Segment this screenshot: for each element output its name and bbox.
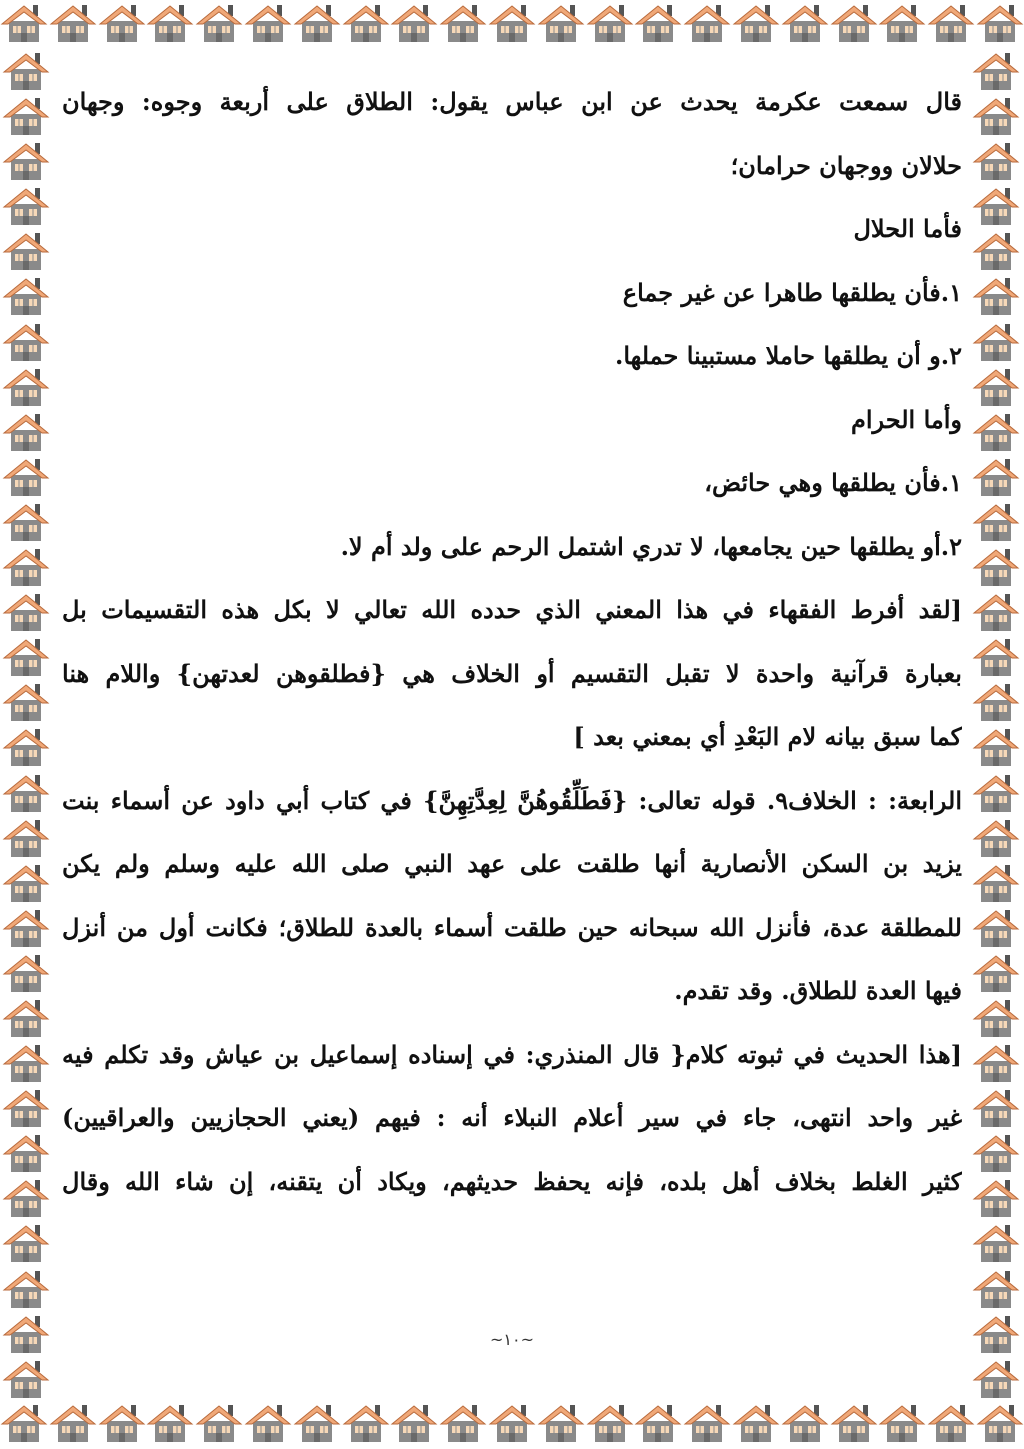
house-icon: [488, 1402, 536, 1444]
house-icon: [390, 1402, 438, 1444]
house-icon: [972, 907, 1020, 949]
border-right: [972, 50, 1022, 1400]
text-line: كثير الغلط بخلاف أهل بلده، فإنه يحفظ حديثهم، ويكاد أن يتقنه، إن شاء الله وقال: [62, 1166, 962, 1196]
house-icon: [2, 817, 50, 859]
house-icon: [972, 321, 1020, 363]
house-icon: [972, 1358, 1020, 1400]
house-icon: [972, 140, 1020, 182]
house-icon: [98, 2, 146, 44]
house-icon: [972, 636, 1020, 678]
house-icon: [293, 2, 341, 44]
house-icon: [390, 2, 438, 44]
house-icon: [488, 2, 536, 44]
house-icon: [2, 772, 50, 814]
house-icon: [972, 772, 1020, 814]
text-line: كما سبق بيانه لام البَعْدِ أي بمعني بعد ]: [573, 722, 962, 751]
text-line: [لقد أفرط الفقهاء في هذا المعني الذي حدده الله تعالي لا بكل هذه التقسيمات بل: [62, 595, 962, 624]
section-heading-halal: فأما الحلال: [853, 214, 962, 243]
house-icon: [972, 1313, 1020, 1355]
house-icon: [146, 1402, 194, 1444]
house-icon: [972, 952, 1020, 994]
house-icon: [49, 2, 97, 44]
house-icon: [878, 2, 926, 44]
house-icon: [972, 95, 1020, 137]
house-icon: [2, 952, 50, 994]
house-icon: [244, 1402, 292, 1444]
page-number: ~١٠~: [490, 1330, 534, 1349]
house-icon: [972, 726, 1020, 768]
list-item: ١.فأن يطلقها طاهرا عن غير جماع: [622, 277, 962, 307]
house-icon: [2, 95, 50, 137]
house-icon: [972, 230, 1020, 272]
house-icon: [972, 1042, 1020, 1084]
house-icon: [0, 1402, 48, 1444]
house-icon: [2, 591, 50, 633]
house-icon: [586, 2, 634, 44]
house-icon: [972, 817, 1020, 859]
house-icon: [976, 2, 1024, 44]
house-icon: [2, 456, 50, 498]
text-line: يزيد بن السكن الأنصارية أنها طلقت على عهد النبي صلى الله عليه وسلم ولم يكن: [62, 849, 962, 878]
house-icon: [2, 185, 50, 227]
house-icon: [781, 2, 829, 44]
text-line: قال سمعت عكرمة يحدث عن ابن عباس يقول: الطلاق على أربعة وجوه: وجهان: [62, 87, 962, 116]
house-icon: [2, 1358, 50, 1400]
house-icon: [195, 1402, 243, 1444]
house-icon: [972, 366, 1020, 408]
house-icon: [972, 1222, 1020, 1264]
house-icon: [586, 1402, 634, 1444]
list-item: ٢.أو يطلقها حين يجامعها، لا تدري اشتمل الرحم على ولد أم لا.: [340, 531, 962, 561]
house-icon: [972, 1087, 1020, 1129]
text-line: الرابعة: : الخلاف٩. قوله تعالى: {فَطَلِّقُوهُنَّ لِعِدَّتِهِنَّ} في كتاب أبي داود عن أسماء بنت: [62, 785, 962, 815]
text-body: [62, 70, 962, 1320]
house-icon: [683, 1402, 731, 1444]
house-icon: [732, 2, 780, 44]
house-icon: [293, 1402, 341, 1444]
house-icon: [2, 726, 50, 768]
house-icon: [2, 321, 50, 363]
house-icon: [2, 1177, 50, 1219]
house-icon: [972, 591, 1020, 633]
house-icon: [830, 1402, 878, 1444]
house-icon: [972, 185, 1020, 227]
house-icon: [146, 2, 194, 44]
house-icon: [2, 230, 50, 272]
house-icon: [2, 907, 50, 949]
text-line: للمطلقة عدة، فأنزل الله سبحانه حين طلقت أسماء بالعدة للطلاق؛ فكانت أول من أنزل: [62, 912, 962, 942]
house-icon: [2, 501, 50, 543]
house-icon: [972, 997, 1020, 1039]
house-icon: [972, 1268, 1020, 1310]
text-line: فيها العدة للطلاق. وقد تقدم.: [674, 976, 962, 1005]
text-line: غير واحد انتهى، جاء في سير أعلام النبلاء أنه : فيهم (يعني الحجازيين والعراقيين): [62, 1103, 962, 1132]
house-icon: [972, 546, 1020, 588]
house-icon: [972, 862, 1020, 904]
house-icon: [972, 456, 1020, 498]
house-icon: [683, 2, 731, 44]
house-icon: [927, 1402, 975, 1444]
house-icon: [244, 2, 292, 44]
house-icon: [98, 1402, 146, 1444]
house-icon: [972, 50, 1020, 92]
house-icon: [2, 275, 50, 317]
house-icon: [781, 1402, 829, 1444]
house-icon: [972, 1132, 1020, 1174]
house-icon: [2, 636, 50, 678]
text-line: بعبارة قرآنية واحدة لا تقبل التقسيم أو الخلاف هي {فطلقوهن لعدتهن} واللام هنا: [62, 658, 962, 688]
house-icon: [830, 2, 878, 44]
house-icon: [439, 2, 487, 44]
house-icon: [2, 1087, 50, 1129]
house-icon: [2, 50, 50, 92]
house-icon: [972, 1177, 1020, 1219]
border-left: [2, 50, 52, 1400]
house-icon: [2, 1042, 50, 1084]
house-icon: [49, 1402, 97, 1444]
house-icon: [2, 1132, 50, 1174]
text-line: حلالان ووجهان حرامان؛: [730, 150, 962, 180]
text-line: [هذا الحديث في ثبوته كلام{ قال المنذري: في إسناده إسماعيل بن عياش وقد تكلم فيه: [62, 1039, 962, 1069]
house-icon: [537, 1402, 585, 1444]
border-top: [0, 2, 1024, 48]
house-icon: [342, 2, 390, 44]
house-icon: [439, 1402, 487, 1444]
house-icon: [2, 862, 50, 904]
list-item: ٢.و أن يطلقها حاملا مستبينا حملها.: [615, 341, 962, 370]
house-icon: [2, 366, 50, 408]
house-icon: [976, 1402, 1024, 1444]
house-icon: [2, 140, 50, 182]
list-item: ١.فأن يطلقها وهي حائض،: [704, 468, 962, 497]
house-icon: [2, 1222, 50, 1264]
house-icon: [537, 2, 585, 44]
house-icon: [2, 546, 50, 588]
house-icon: [972, 411, 1020, 453]
house-icon: [2, 1313, 50, 1355]
house-icon: [634, 2, 682, 44]
section-heading-haram: وأما الحرام: [850, 404, 962, 434]
house-icon: [2, 1268, 50, 1310]
house-icon: [927, 2, 975, 44]
house-icon: [0, 2, 48, 44]
house-icon: [195, 2, 243, 44]
border-bottom: [0, 1402, 1024, 1448]
house-icon: [2, 681, 50, 723]
house-icon: [972, 501, 1020, 543]
house-icon: [972, 275, 1020, 317]
house-icon: [634, 1402, 682, 1444]
house-icon: [2, 411, 50, 453]
house-icon: [972, 681, 1020, 723]
house-icon: [342, 1402, 390, 1444]
house-icon: [878, 1402, 926, 1444]
house-icon: [732, 1402, 780, 1444]
house-icon: [2, 997, 50, 1039]
